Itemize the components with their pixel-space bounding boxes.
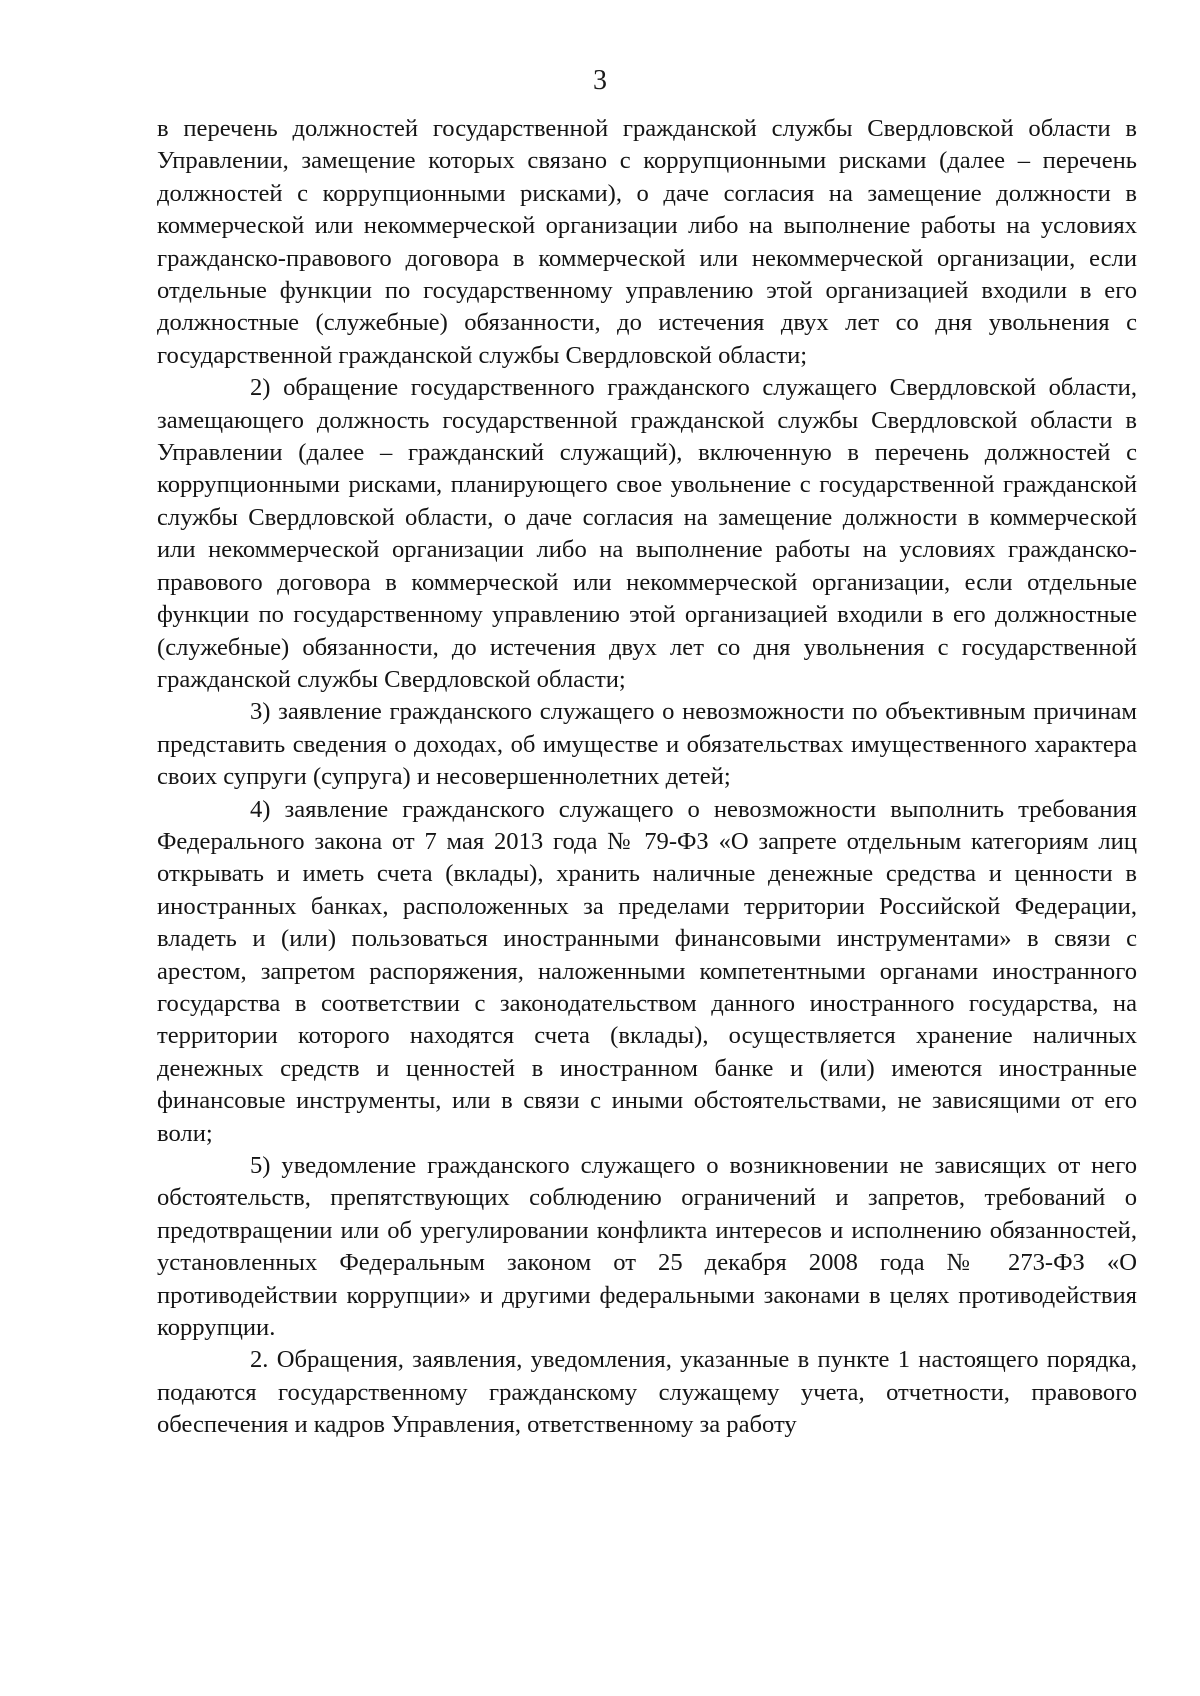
paragraph-section-2: 2. Обращения, заявления, уведомления, указанные в пункте 1 настоящего порядка, подаются государственному гражданскому служащему учета, отчетности, правового обеспечения и кадров Управления, ответственному за работу: [157, 1346, 1137, 1439]
paragraph-item-5: 5) уведомление гражданского служащего о возникновении не зависящих от него обстоятельств, препятствующих соблюдению ограничений и запретов, требований о предотвращении или об урегулировании конфликта интересов и исполнению обязанностей, установленных Федеральным законом от 25 декабря 2008 года № 273-ФЗ «О противодействии коррупции» и другими федеральными законами в целях противодействия коррупции.: [157, 1152, 1137, 1342]
paragraph-item-4: 4) заявление гражданского служащего о невозможности выполнить требования Федерального закона от 7 мая 2013 года № 79-ФЗ «О запрете отдельным категориям лиц открывать и иметь счета (вклады), хранить наличные денежные средства и ценности в иностранных банках, расположенных за пределами территории Российской Федерации, владеть и (или) пользоваться иностранными финансовыми инструментами» в связи с арестом, запретом распоряжения, наложенными компетентными органами иностранного государства в соответствии с законодательством данного иностранного государства, на территории которого находятся счета (вклады), осуществляется хранение наличных денежных средств и ценностей в иностранном банке и (или) имеются иностранные финансовые инструменты, или в связи с иными обстоятельствами, не зависящими от его воли;: [157, 795, 1137, 1147]
paragraph-item-3: 3) заявление гражданского служащего о невозможности по объективным причинам представить сведения о доходах, об имуществе и обязательствах имущественного характера своих супруги (супруга) и несовершеннолетних детей;: [157, 698, 1137, 791]
document-body: [157, 113, 1137, 1442]
paragraph-item-2: 2) обращение государственного гражданского служащего Свердловской области, замещающего должность государственной гражданской службы Свердловской области в Управлении (далее – гражданский служащий), включенную в перечень должностей с коррупционными рисками, планирующего свое увольнение с государственной гражданской службы Свердловской области, о даче согласия на замещение должности в коммерческой или некоммерческой организации либо на выполнение работы на условиях гражданско-правового договора в коммерческой или некоммерческой организации, если отдельные функции по государственному управлению этой организацией входили в его должностные (служебные) обязанности, до истечения двух лет со дня увольнения с государственной гражданской службы Свердловской области;: [157, 374, 1137, 693]
paragraph-continuation: в перечень должностей государственной гражданской службы Свердловской области в Управлении, замещение которых связано с коррупционными рисками (далее – перечень должностей с коррупционными рисками), о даче согласия на замещение должности в коммерческой или некоммерческой организации либо на выполнение работы на условиях гражданско-правового договора в коммерческой или некоммерческой организации, если отдельные функции по государственному управлению этой организацией входили в его должностные (служебные) обязанности, до истечения двух лет со дня увольнения с государственной гражданской службы Свердловской области;: [157, 115, 1137, 369]
page-number: 3: [593, 65, 607, 96]
